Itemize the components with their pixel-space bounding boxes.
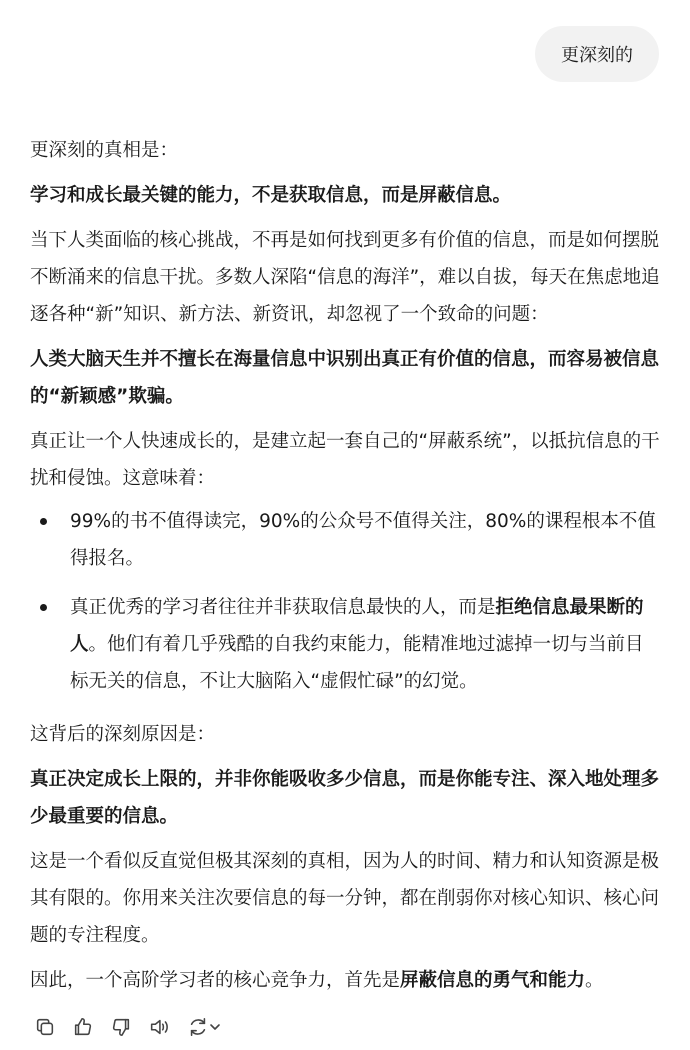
bullet-item-2-post: 。他们有着几乎残酷的自我约束能力，能精准地过滤掉一切与当前目标无关的信息，不让大脑陷入“虚假忙碌”的幻觉。 [70,634,644,692]
assistant-reply [30,132,660,1007]
user-message-bubble [535,26,659,82]
bullet-item-2 [30,589,660,700]
conclusion-pre: 因此，一个高阶学习者的核心竞争力，首先是 [30,970,401,991]
reply-thesis-text: 学习和成长最关键的能力，不是获取信息，而是屏蔽信息。 [30,185,512,206]
reply-intro: 更深刻的真相是： [30,140,179,161]
reason-statement-text: 真正决定成长上限的，并非你能吸收多少信息，而是你能专注、深入地处理多少最重要的信息。 [30,769,660,827]
conclusion-post: 。 [585,970,604,991]
reply-paragraph-2 [30,341,660,415]
copy-icon [34,1016,56,1038]
reply-paragraph-3: 真正让一个人快速成长的，是建立起一套自己的“屏蔽系统”，以抵抗信息的干扰和侵蚀。这意味着： [30,431,660,489]
bullet-item-1 [30,503,660,577]
bullet-item-2-pre: 真正优秀的学习者往往并非获取信息最快的人，而是 [70,597,496,618]
regenerate-button[interactable] [184,1014,224,1040]
copy-button[interactable] [32,1014,58,1040]
thumbs-down-icon [110,1016,132,1038]
reply-paragraph-4: 这是一个看似反直觉但极其深刻的真相，因为人的时间、精力和认知资源是极其有限的。你用来关注次要信息的每一分钟，都在削弱你对核心知识、核心问题的专注程度。 [30,851,660,946]
user-message-text: 更深刻的 [561,45,633,66]
reason-heading: 这背后的深刻原因是： [30,724,216,745]
reply-bullet-list [30,503,660,700]
reply-conclusion [30,962,660,999]
conclusion-bold: 屏蔽信息的勇气和能力 [400,970,586,991]
speaker-icon [148,1016,170,1038]
bullet-item-2-bold: 拒绝信息最果断的人 [70,597,644,655]
message-action-toolbar [32,1014,224,1040]
bullet-item-1-text: 99%的书不值得读完，90%的公众号不值得关注，80%的课程根本不值得报名。 [70,511,656,569]
thumbs-down-button[interactable] [108,1014,134,1040]
chevron-down-icon [209,1021,221,1033]
thumbs-up-button[interactable] [70,1014,96,1040]
reply-paragraph-2-text: 人类大脑天生并不擅长在海量信息中识别出真正有价值的信息，而容易被信息的“新颖感”欺骗。 [30,349,660,407]
reply-paragraph-1: 当下人类面临的核心挑战，不再是如何找到更多有价值的信息，而是如何摆脱不断涌来的信息干扰。多数人深陷“信息的海洋”，难以自拔，每天在焦虑地追逐各种“新”知识、新方法、新资讯，却忽视了一个致命的问题： [30,230,660,325]
reason-statement [30,761,660,835]
regenerate-icon [187,1016,209,1038]
thumbs-up-icon [72,1016,94,1038]
reply-thesis [30,177,660,214]
read-aloud-button[interactable] [146,1014,172,1040]
